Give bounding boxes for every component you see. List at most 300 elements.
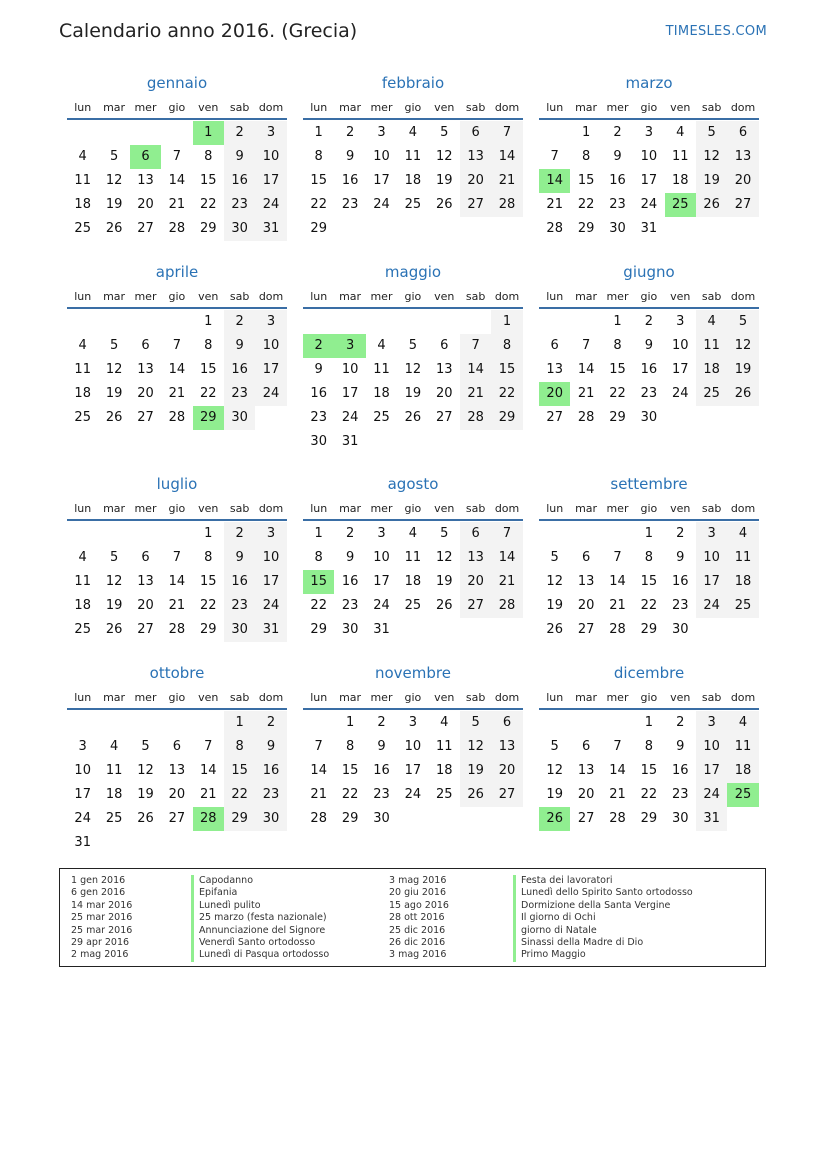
day-cell: 29 — [224, 807, 255, 831]
weekday-label: lun — [546, 690, 564, 704]
day-cell: 13 — [168, 763, 186, 778]
day-cell: 20 — [137, 197, 154, 212]
day-cell: 19 — [460, 759, 491, 783]
day-cell: 21 — [577, 386, 595, 401]
day-cell: 30 — [671, 622, 689, 637]
day-cell: 17 — [640, 173, 658, 188]
weekday-label: lun — [310, 100, 328, 114]
day-cell: 3 — [255, 522, 286, 546]
day-cell: 1 — [314, 526, 323, 541]
day-cell: 28 — [193, 807, 224, 831]
day-cell: 11 — [727, 546, 758, 570]
empty-day-cell — [193, 711, 224, 735]
day-cell: 15 — [341, 763, 359, 778]
day-cell: 23 — [255, 783, 286, 807]
day-cell: 6 — [727, 121, 758, 145]
day-cell: 15 — [310, 173, 327, 188]
day-cell: 7 — [172, 550, 181, 565]
empty-day-cell — [366, 310, 397, 334]
day-cell: 10 — [74, 763, 91, 778]
holiday-names-left — [191, 875, 389, 962]
day-cell: 29 — [310, 622, 327, 637]
weekday-label: lun — [310, 501, 328, 515]
weekday-label: ven — [434, 690, 455, 704]
day-cell: 26 — [404, 410, 422, 425]
week-row — [67, 121, 287, 145]
weekday-label: lun — [74, 690, 92, 704]
month-giugno — [539, 262, 759, 430]
day-cell: 3 — [255, 121, 286, 145]
day-cell: 29 — [491, 406, 522, 430]
day-cell: 18 — [74, 598, 91, 613]
day-cell: 8 — [491, 334, 522, 358]
weekday-label: gio — [168, 501, 186, 515]
day-cell: 7 — [613, 550, 622, 565]
day-cell: 31 — [696, 807, 727, 831]
header-divider — [539, 118, 759, 120]
day-cell: 24 — [696, 783, 727, 807]
month-name: marzo — [625, 74, 673, 92]
empty-day-cell — [67, 522, 98, 546]
day-cell: 21 — [168, 386, 186, 401]
day-cell: 5 — [109, 149, 119, 164]
day-cell: 3 — [676, 314, 685, 329]
day-cell: 28 — [491, 594, 522, 618]
day-cell: 30 — [224, 406, 255, 430]
day-cell: 27 — [435, 410, 453, 425]
day-cell: 28 — [168, 410, 186, 425]
day-cell: 5 — [727, 310, 758, 334]
month-marzo — [539, 73, 759, 241]
day-cell: 27 — [491, 783, 522, 807]
day-cell: 23 — [640, 386, 658, 401]
day-cell: 15 — [199, 574, 217, 589]
day-cell: 27 — [546, 410, 563, 425]
day-cell: 1 — [644, 715, 653, 730]
weekday-header — [539, 96, 759, 118]
day-cell: 16 — [224, 358, 255, 382]
day-cell: 22 — [199, 386, 217, 401]
weekday-label: mar — [103, 501, 126, 515]
month-name: dicembre — [613, 664, 685, 682]
day-cell: 8 — [204, 550, 213, 565]
week-row — [303, 310, 523, 334]
empty-day-cell — [161, 522, 192, 546]
empty-day-cell — [67, 310, 98, 334]
empty-day-cell — [161, 711, 192, 735]
day-cell: 4 — [727, 711, 758, 735]
day-cell: 27 — [168, 811, 186, 826]
day-cell: 28 — [491, 193, 522, 217]
day-cell: 9 — [345, 550, 355, 565]
day-cell: 9 — [224, 334, 255, 358]
day-cell: 19 — [404, 386, 422, 401]
day-cell: 19 — [546, 787, 563, 802]
day-cell: 27 — [137, 221, 154, 236]
week-row — [539, 334, 759, 358]
week-row — [539, 807, 759, 831]
day-cell: 5 — [141, 739, 150, 754]
day-cell: 7 — [172, 338, 181, 353]
week-row — [303, 217, 523, 241]
holiday-date: 26 dic 2016 — [389, 936, 446, 948]
day-cell: 5 — [109, 338, 119, 353]
day-cell: 17 — [74, 787, 91, 802]
header-divider — [539, 307, 759, 309]
week-row — [539, 193, 759, 217]
week-row — [67, 382, 287, 406]
empty-day-cell — [130, 522, 161, 546]
day-cell: 2 — [255, 711, 286, 735]
holiday-name: Sinassi della Madre di Dio — [521, 936, 644, 948]
day-cell: 9 — [676, 739, 685, 754]
day-cell: 16 — [640, 362, 658, 377]
day-cell: 16 — [671, 574, 689, 589]
holiday-dates-right — [389, 875, 499, 962]
week-row — [67, 522, 287, 546]
holiday-name: Venerdì Santo ortodosso — [199, 936, 316, 948]
day-cell: 14 — [609, 763, 626, 778]
weekday-label: sab — [229, 289, 250, 303]
empty-day-cell — [303, 711, 334, 735]
day-cell: 16 — [224, 570, 255, 594]
day-cell: 12 — [105, 173, 123, 188]
week-row — [67, 594, 287, 618]
day-cell: 29 — [609, 410, 626, 425]
day-cell: 4 — [727, 522, 758, 546]
day-cell: 24 — [373, 197, 390, 212]
day-cell: 12 — [460, 735, 491, 759]
holiday-name: Annunciazione del Signore — [199, 924, 326, 936]
empty-day-cell — [696, 618, 727, 642]
week-row — [303, 193, 523, 217]
weekday-label: gio — [404, 501, 422, 515]
day-cell: 3 — [377, 125, 386, 140]
day-cell: 13 — [491, 735, 522, 759]
day-cell: 8 — [644, 550, 653, 565]
day-cell: 24 — [671, 386, 689, 401]
day-cell: 20 — [168, 787, 186, 802]
empty-day-cell — [460, 310, 491, 334]
day-cell: 27 — [577, 811, 595, 826]
day-cell: 23 — [671, 787, 689, 802]
day-cell: 13 — [577, 763, 595, 778]
day-cell: 2 — [345, 125, 355, 140]
day-cell: 6 — [581, 739, 591, 754]
day-cell: 4 — [78, 338, 87, 353]
day-cell: 15 — [491, 358, 522, 382]
day-cell: 19 — [105, 197, 123, 212]
week-row — [67, 783, 287, 807]
empty-day-cell — [397, 310, 428, 334]
day-cell: 12 — [105, 362, 123, 377]
weekday-label: ven — [670, 690, 691, 704]
week-row — [539, 382, 759, 406]
holiday-name: 25 marzo (festa nazionale) — [199, 912, 327, 924]
day-cell: 8 — [204, 338, 213, 353]
day-cell: 20 — [577, 787, 595, 802]
day-cell: 19 — [546, 598, 563, 613]
day-cell: 24 — [255, 193, 286, 217]
empty-day-cell — [67, 121, 98, 145]
day-cell: 16 — [310, 386, 327, 401]
empty-day-cell — [665, 217, 696, 241]
weekday-label: mer — [134, 690, 157, 704]
month-settembre — [539, 474, 759, 642]
weekday-label: mer — [370, 501, 393, 515]
day-cell: 4 — [78, 149, 87, 164]
holiday-date: 3 mag 2016 — [389, 875, 447, 886]
day-cell: 4 — [676, 125, 685, 140]
weekday-label: sab — [229, 690, 250, 704]
brand-link[interactable]: TIMESLES.COM — [665, 24, 767, 39]
day-cell: 27 — [460, 193, 491, 217]
day-cell: 22 — [640, 787, 658, 802]
weekday-label: ven — [670, 289, 691, 303]
weekday-label: gio — [168, 100, 186, 114]
weekday-label: gio — [640, 100, 658, 114]
empty-day-cell — [397, 430, 428, 454]
day-cell: 23 — [341, 598, 359, 613]
day-cell: 19 — [137, 787, 154, 802]
week-row — [67, 711, 287, 735]
day-cell: 23 — [609, 197, 626, 212]
empty-day-cell — [161, 310, 192, 334]
week-row — [539, 145, 759, 169]
day-cell: 12 — [546, 763, 563, 778]
day-cell: 26 — [727, 382, 758, 406]
day-cell: 21 — [491, 169, 522, 193]
empty-day-cell — [727, 807, 758, 831]
weekday-label: mer — [606, 100, 629, 114]
holiday-name: Epifania — [199, 887, 238, 899]
weekday-label: mar — [103, 289, 126, 303]
header-divider — [67, 708, 287, 710]
week-row — [67, 618, 287, 642]
weekday-label: lun — [546, 501, 564, 515]
day-cell: 30 — [640, 410, 658, 425]
header-divider — [539, 519, 759, 521]
week-row — [539, 522, 759, 546]
day-cell: 19 — [435, 574, 453, 589]
weekday-header — [303, 96, 523, 118]
day-cell: 18 — [435, 763, 453, 778]
day-cell: 14 — [460, 358, 491, 382]
day-cell: 12 — [137, 763, 154, 778]
week-row — [539, 358, 759, 382]
empty-day-cell — [429, 310, 460, 334]
empty-day-cell — [334, 310, 365, 334]
week-row — [303, 382, 523, 406]
day-cell: 28 — [168, 221, 186, 236]
empty-day-cell — [303, 310, 334, 334]
month-name: maggio — [384, 263, 442, 281]
weekday-header — [539, 497, 759, 519]
week-row — [539, 169, 759, 193]
day-cell: 9 — [676, 550, 685, 565]
day-cell: 30 — [255, 807, 286, 831]
empty-day-cell — [460, 430, 491, 454]
weekday-label: mar — [575, 690, 598, 704]
weekday-label: gio — [640, 289, 658, 303]
weekday-label: sab — [465, 690, 486, 704]
day-cell: 22 — [609, 386, 626, 401]
week-row — [539, 594, 759, 618]
day-cell: 29 — [199, 622, 217, 637]
day-cell: 26 — [696, 193, 727, 217]
day-cell: 11 — [404, 149, 422, 164]
week-row — [303, 334, 523, 358]
day-cell: 24 — [373, 598, 390, 613]
day-cell: 18 — [696, 358, 727, 382]
week-row — [303, 618, 523, 642]
day-cell: 3 — [334, 334, 365, 358]
day-cell: 6 — [440, 338, 449, 353]
day-cell: 12 — [435, 550, 453, 565]
day-cell: 12 — [435, 149, 453, 164]
day-cell: 5 — [550, 739, 559, 754]
weekday-header — [67, 285, 287, 307]
empty-day-cell — [334, 217, 365, 241]
weekday-label: dom — [730, 501, 756, 515]
holiday-date: 20 giu 2016 — [389, 887, 446, 899]
day-cell: 17 — [341, 386, 359, 401]
page-title: Calendario anno 2016. (Grecia) — [59, 20, 358, 42]
holiday-names-right — [513, 875, 711, 962]
weekday-header — [67, 96, 287, 118]
week-row — [67, 145, 287, 169]
day-cell: 14 — [168, 574, 186, 589]
day-cell: 19 — [105, 386, 123, 401]
empty-day-cell — [397, 807, 428, 831]
day-cell: 1 — [644, 526, 653, 541]
empty-day-cell — [193, 831, 224, 855]
month-name: febbraio — [381, 74, 445, 92]
weekday-label: lun — [546, 100, 564, 114]
day-cell: 4 — [109, 739, 119, 754]
week-row — [303, 169, 523, 193]
day-cell: 22 — [310, 598, 327, 613]
empty-day-cell — [727, 406, 758, 430]
day-cell: 20 — [491, 759, 522, 783]
weekday-label: mer — [606, 501, 629, 515]
day-cell: 22 — [577, 197, 595, 212]
day-cell: 14 — [491, 546, 522, 570]
week-row — [303, 711, 523, 735]
month-febbraio — [303, 73, 523, 241]
holiday-dates-left — [71, 875, 181, 962]
day-cell: 12 — [404, 362, 422, 377]
day-cell: 5 — [460, 711, 491, 735]
week-row — [539, 711, 759, 735]
day-cell: 10 — [255, 546, 286, 570]
day-cell: 14 — [168, 173, 186, 188]
empty-day-cell — [460, 807, 491, 831]
day-cell: 16 — [255, 759, 286, 783]
week-row — [67, 310, 287, 334]
day-cell: 25 — [74, 622, 91, 637]
day-cell: 20 — [435, 386, 453, 401]
day-cell: 20 — [577, 598, 595, 613]
weekday-label: dom — [494, 690, 520, 704]
day-cell: 10 — [640, 149, 658, 164]
empty-day-cell — [570, 522, 601, 546]
day-cell: 21 — [609, 598, 626, 613]
month-name: luglio — [156, 475, 198, 493]
weekday-header — [539, 285, 759, 307]
day-cell: 7 — [314, 739, 323, 754]
empty-day-cell — [727, 618, 758, 642]
weekday-label: dom — [494, 501, 520, 515]
day-cell: 20 — [460, 169, 491, 193]
week-row — [303, 145, 523, 169]
weekday-label: lun — [546, 289, 564, 303]
week-row — [67, 217, 287, 241]
empty-day-cell — [67, 711, 98, 735]
empty-day-cell — [665, 406, 696, 430]
day-cell: 15 — [199, 173, 217, 188]
day-cell: 10 — [696, 735, 727, 759]
day-cell: 14 — [491, 145, 522, 169]
holiday-date: 25 dic 2016 — [389, 924, 446, 936]
day-cell: 24 — [404, 787, 422, 802]
empty-day-cell — [429, 618, 460, 642]
holiday-name: Festa dei lavoratori — [521, 875, 613, 886]
day-cell: 7 — [613, 739, 622, 754]
weekday-label: lun — [310, 289, 328, 303]
header-divider — [303, 118, 523, 120]
day-cell: 16 — [341, 574, 359, 589]
day-cell: 27 — [577, 622, 595, 637]
header-divider — [303, 708, 523, 710]
week-row — [539, 310, 759, 334]
day-cell: 30 — [609, 221, 626, 236]
day-cell: 4 — [408, 125, 417, 140]
day-cell: 26 — [137, 811, 154, 826]
empty-day-cell — [366, 430, 397, 454]
day-cell: 23 — [341, 197, 359, 212]
weekday-label: mar — [575, 289, 598, 303]
day-cell: 1 — [581, 125, 591, 140]
day-cell: 28 — [460, 406, 491, 430]
empty-day-cell — [696, 406, 727, 430]
day-cell: 13 — [460, 145, 491, 169]
weekday-label: gio — [640, 690, 658, 704]
day-cell: 29 — [199, 221, 217, 236]
day-cell: 5 — [440, 125, 449, 140]
day-cell: 11 — [74, 362, 91, 377]
week-row — [303, 759, 523, 783]
month-luglio — [67, 474, 287, 642]
day-cell: 11 — [74, 574, 91, 589]
day-cell: 13 — [546, 362, 563, 377]
day-cell: 26 — [546, 622, 563, 637]
month-name: aprile — [155, 263, 199, 281]
day-cell: 16 — [341, 173, 359, 188]
week-row — [303, 121, 523, 145]
week-row — [67, 193, 287, 217]
day-cell: 24 — [255, 594, 286, 618]
day-cell: 6 — [550, 338, 559, 353]
holiday-name: Lunedì dello Spirito Santo ortodosso — [521, 887, 693, 899]
weekday-header — [539, 686, 759, 708]
weekday-label: ven — [198, 289, 219, 303]
day-cell: 30 — [341, 622, 359, 637]
day-cell: 31 — [255, 217, 286, 241]
day-cell: 23 — [373, 787, 390, 802]
day-cell: 28 — [577, 410, 595, 425]
header-divider — [67, 307, 287, 309]
